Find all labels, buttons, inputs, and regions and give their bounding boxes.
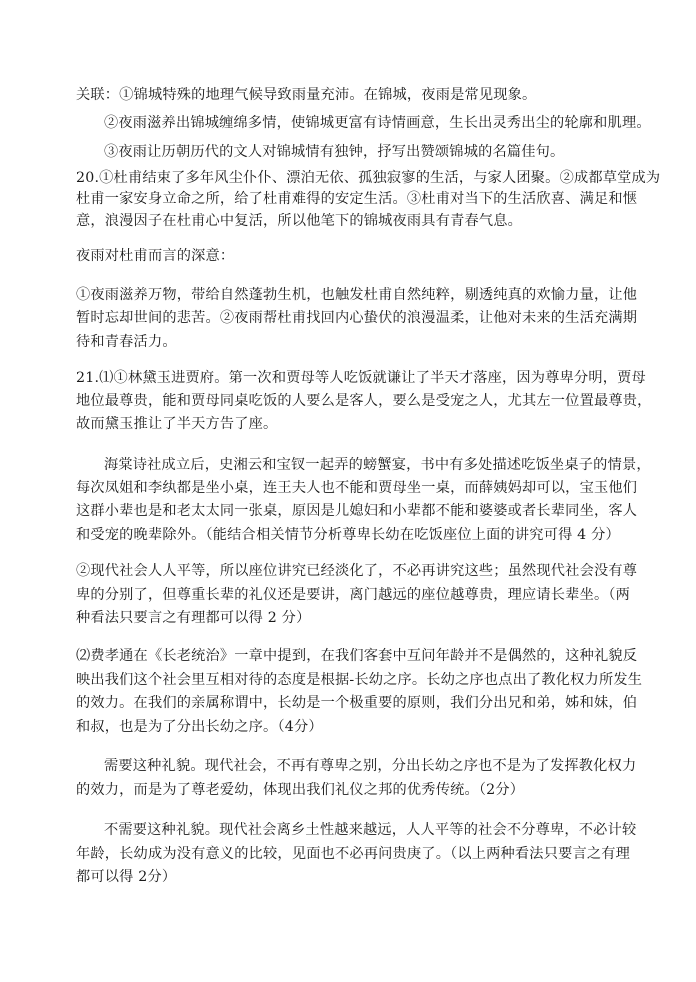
text-line: 杜甫一家安身立命之所，给了杜甫难得的安定生活。③杜甫对当下的生活欣喜、满足和惬: [76, 191, 638, 207]
text-line: ②夜雨滋养出锦城缠绵多情，使锦城更富有诗情画意，生长出灵秀出尘的轮廓和肌理。: [104, 115, 651, 131]
text-line: 不需要这种礼貌。现代社会离乡土性越来越远，人人平等的社会不分尊卑，不必计较: [104, 822, 637, 838]
text-line: 21.⑴①林黛玉进贾府。第一次和贾母等人吃饭就谦让了半天才落座，因为尊卑分明，贾母: [76, 370, 646, 386]
text-line: 地位最尊贵，能和贾母同桌吃饭的人要么是客人，要么是受宠之人，尤其左一位置最尊贵，: [76, 393, 652, 409]
text-line: 的效力。在我们的亲属称谓中，长幼是一个极重要的原则，我们分出兄和弟，姊和妹，伯: [76, 695, 638, 711]
text-line: 需要这种礼貌。现代社会，不再有尊卑之别，分出长幼之序也不是为了发挥教化权力: [104, 758, 637, 774]
text-line: ②现代社会人人平等，所以座位讲究已经淡化了，不必再讲究这些；虽然现代社会没有尊: [76, 563, 638, 579]
text-line: 种看法只要言之有理都可以得 2 分）: [76, 610, 311, 626]
text-line: 的效力，而是为了尊老爱幼，体现出我们礼仪之邦的优秀传统。（2分）: [76, 782, 525, 798]
text-line: 待和青春活力。: [76, 334, 177, 350]
text-line: 暂时忘却世间的悲苦。②夜雨帮杜甫找回内心蛰伏的浪漫温柔，让他对未来的生活充满期: [76, 310, 638, 326]
text-line: 卑的分别了，但尊重长辈的礼仪还是要讲，离门越远的座位越尊贵，理应请长辈坐。（两: [76, 587, 631, 603]
text-line: 20.①杜甫结束了多年风尘仆仆、漂泊无依、孤独寂寥的生活，与家人团聚。②成都草堂成为: [76, 170, 661, 186]
text-line: 这群小辈也是和老太太同一张桌，原因是儿媳妇和小辈都不能和婆婆或者长辈同坐，客人: [76, 503, 638, 519]
text-line: 和叔，也是为了分出长幼之序。（4分）: [76, 719, 323, 735]
text-line: ③夜雨让历朝历代的文人对锦城情有独钟，抒写出赞颂锦城的名篇佳句。: [104, 144, 565, 160]
text-line: ①夜雨滋养万物，带给自然蓬勃生机，也触发杜甫自然纯粹，剔透纯真的欢愉力量，让他: [76, 287, 638, 303]
text-line: 夜雨对杜甫而言的深意：: [76, 248, 235, 264]
text-line: 每次凤姐和李纨都是坐小桌，连王夫人也不能和贾母坐一桌，而薛姨妈却可以，宝玉他们: [76, 480, 638, 496]
text-line: 年龄，长幼成为没有意义的比较，见面也不必再问贵庚了。（以上两种看法只要言之有理: [76, 846, 631, 862]
text-line: 意，浪漫因子在杜甫心中复活，所以他笔下的锦城夜雨具有青春气息。: [76, 213, 523, 229]
text-line: 映出我们这个社会里互相对待的态度是根据-长幼之序。长幼之序也点出了教化权力所发生: [76, 672, 643, 688]
text-line: 故而黛玉推让了半天方告了座。: [76, 416, 278, 432]
text-line: 都可以得 2分）: [76, 869, 177, 885]
text-line: 海棠诗社成立后，史湘云和宝钗一起弄的螃蟹宴，书中有多处描述吃饭坐桌子的情景，: [104, 457, 651, 473]
text-line: 和受宠的晚辈除外。（能结合相关情节分析尊卑长幼在吃饭座位上面的讲究可得 4 分）: [76, 527, 620, 543]
text-line: ⑵费孝通在《长老统治》一章中提到，在我们客套中互问年龄并不是偶然的，这种礼貌反: [76, 648, 638, 664]
text-line: 关联：①锦城特殊的地理气候导致雨量充沛。在锦城，夜雨是常见现象。: [76, 87, 537, 103]
